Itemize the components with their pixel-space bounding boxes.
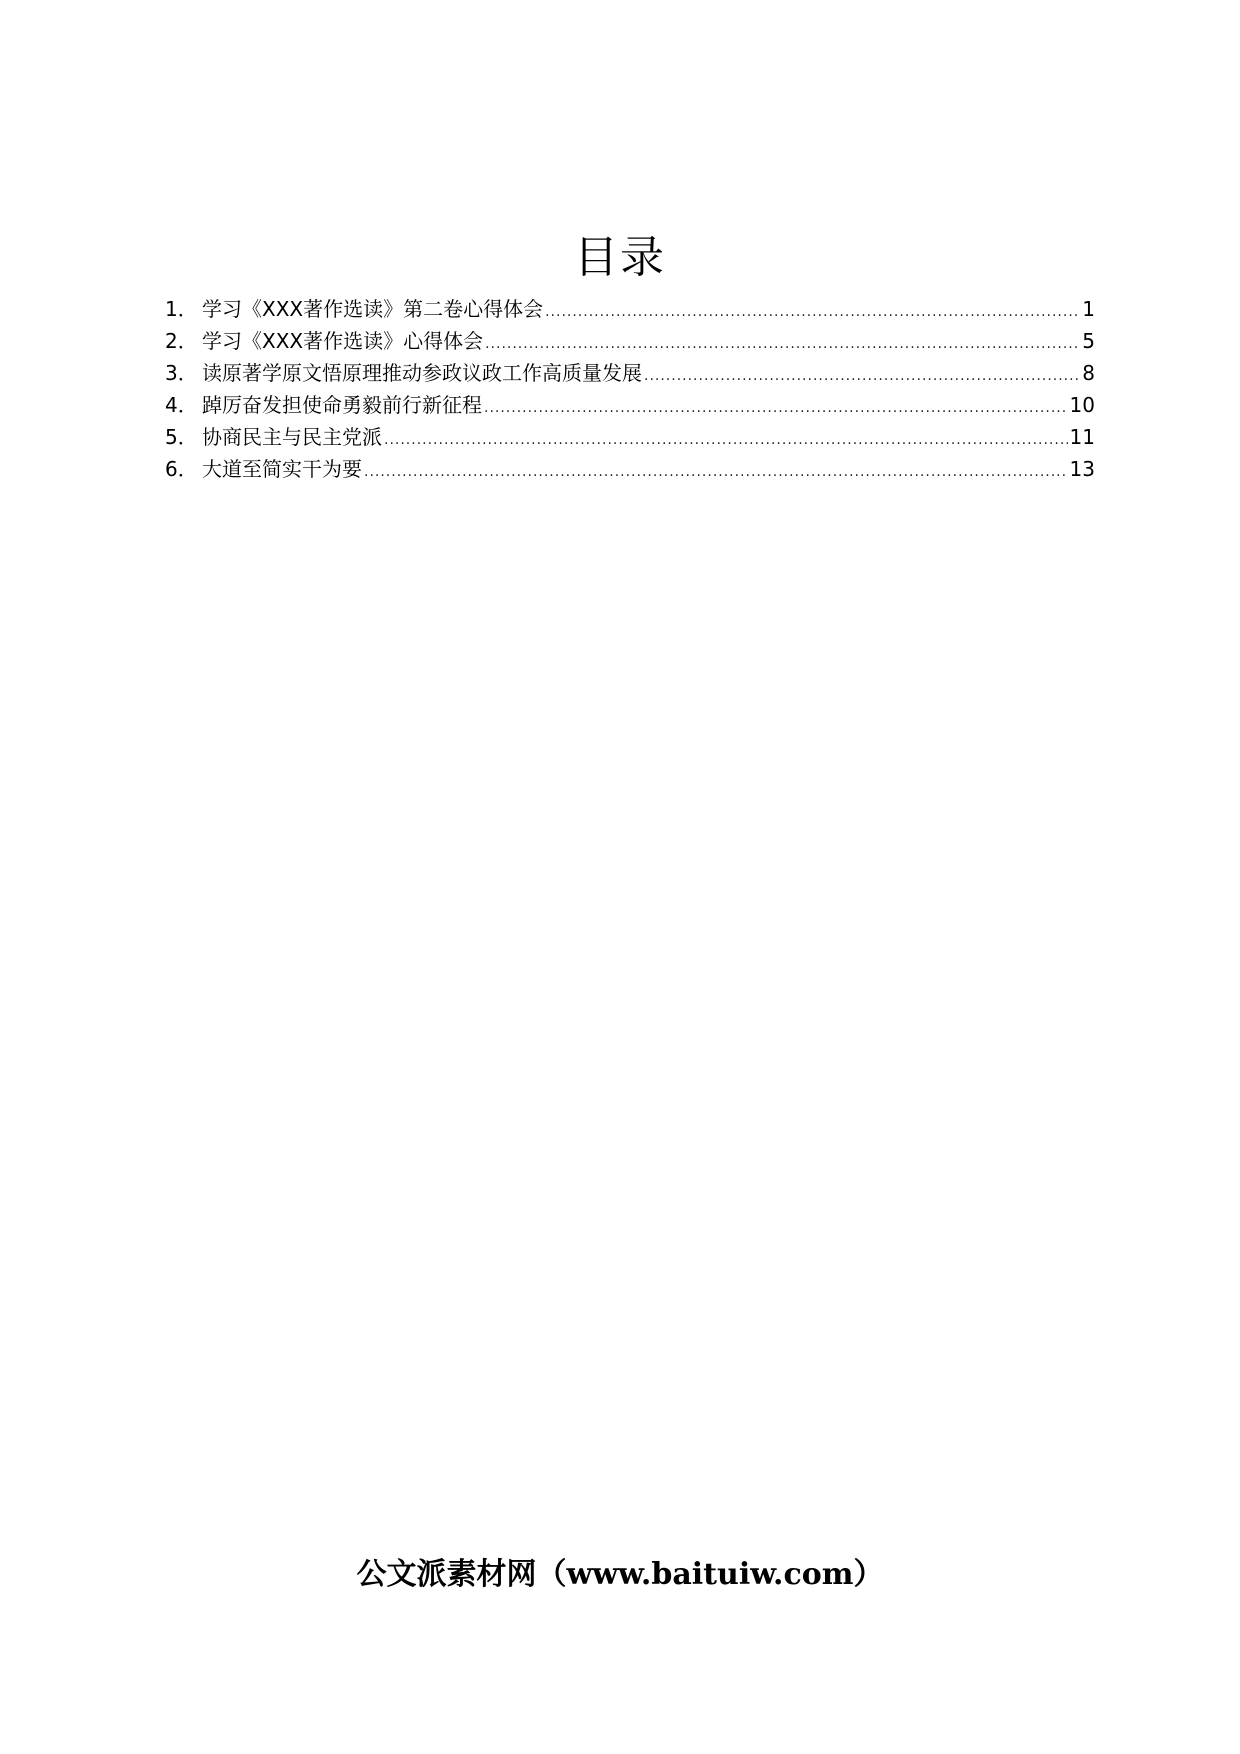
toc-entry-title[interactable]: 读原著学原文悟原理推动参政议政工作高质量发展: [202, 361, 642, 385]
toc-entry-number: 6．: [165, 457, 198, 481]
toc-entry-number: 2．: [165, 329, 198, 353]
dot-leader: [384, 424, 1068, 456]
toc-entry-page[interactable]: 11: [1069, 425, 1095, 449]
toc-entry-title[interactable]: 学习《XXX著作选读》心得体会: [202, 329, 484, 353]
dot-leader: [485, 328, 1080, 360]
toc-list: [165, 293, 1095, 485]
toc-entry-2[interactable]: [165, 325, 1095, 357]
toc-entry-page[interactable]: 10: [1069, 393, 1095, 417]
toc-entry-5[interactable]: [165, 421, 1095, 453]
toc-entry-title[interactable]: 协商民主与民主党派: [202, 425, 382, 449]
toc-entry-number: 3．: [165, 361, 198, 385]
toc-title: 目录: [574, 232, 666, 283]
toc-entry-page[interactable]: 8: [1082, 361, 1095, 385]
dot-leader: [364, 456, 1068, 488]
toc-entry-3[interactable]: [165, 357, 1095, 389]
toc-entry-page[interactable]: 13: [1069, 457, 1095, 481]
toc-entry-title[interactable]: 学习《XXX著作选读》第二卷心得体会: [202, 297, 544, 321]
toc-entry-6[interactable]: [165, 453, 1095, 485]
toc-entry-number: 1．: [165, 297, 198, 321]
dot-leader: [644, 360, 1080, 392]
toc-entry-title[interactable]: 踔厉奋发担使命勇毅前行新征程: [202, 393, 482, 417]
toc-entry-page[interactable]: 5: [1082, 329, 1095, 353]
dot-leader: [484, 392, 1068, 424]
dot-leader: [545, 296, 1080, 328]
toc-entry-page[interactable]: 1: [1082, 297, 1095, 321]
footer-site-label: 公文派素材网（www.baituiw.com）: [356, 1557, 884, 1592]
toc-entry-1[interactable]: [165, 293, 1095, 325]
toc-entry-number: 5．: [165, 425, 198, 449]
toc-entry-number: 4．: [165, 393, 198, 417]
toc-entry-title[interactable]: 大道至简实干为要: [202, 457, 362, 481]
toc-entry-4[interactable]: [165, 389, 1095, 421]
